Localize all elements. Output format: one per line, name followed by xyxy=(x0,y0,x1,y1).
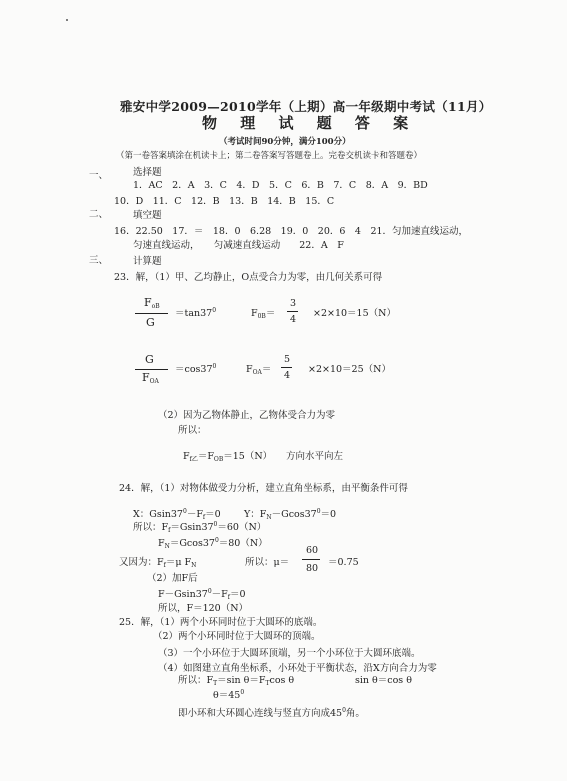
document-title: 雅安中学2009—2010学年（上期）高一年级期中考试（11月） xyxy=(120,99,492,114)
exam-note: （第一卷答案填涂在机读卡上；第二卷答案写答题卷上。完卷交机读卡和答题卷） xyxy=(116,151,423,161)
section2-answers-row2: 匀速直线运动， 匀减速直线运动 22．A F xyxy=(133,240,344,251)
q25-theta-result: $\theta=45^0$ xyxy=(213,689,245,701)
q23-direction: 方向水平向左 xyxy=(286,451,344,462)
section1-title: 选择题 xyxy=(133,167,162,178)
q23-eq1-rhs: $=\tan 37^0$ xyxy=(175,307,217,319)
q23-eq1-frac-numerator: 3 xyxy=(290,298,297,309)
q23-eq2-fraction-bar xyxy=(135,369,168,370)
section3-title: 计算题 xyxy=(133,256,162,267)
q25-line1: 25．解，（1）两个小环同时位于大圆环的底端。 xyxy=(119,617,323,628)
section2-title: 填空题 xyxy=(133,210,162,221)
q25-line5-identity: sin θ＝cos θ xyxy=(355,675,412,686)
q25-line3: （3）一个小环位于大圆环顶端，另一个小环位于大圆环底端。 xyxy=(158,648,421,659)
q23-eq1-fraction-bar xyxy=(135,313,168,314)
q24-friction-relation: 又因为：$F_f=\mu$ $F_N$ xyxy=(119,557,197,569)
q23-eq1-frac-denominator: 4 xyxy=(290,314,297,325)
q25-line4: （4）如图建立直角坐标系，小环处于平衡状态，沿X方向合力为零 xyxy=(158,663,437,674)
q25-conclusion: 即小环和大环圆心连线与竖直方向成$45^0$角。 xyxy=(178,707,365,719)
q23-eq1-numerator: $F_{oB}$ xyxy=(144,296,160,310)
q24-mu-value: ＝0.75 xyxy=(328,557,359,568)
q23-so: 所以： xyxy=(178,425,207,436)
q23-eq1-result-label: $F_{0B}=$ xyxy=(251,308,276,320)
q23-eq2-tail: ×2×10＝25（N） xyxy=(308,364,391,375)
q23-eq2-denominator: $F_{OA}$ xyxy=(142,371,159,385)
q24-mu-label: 所以：μ＝ xyxy=(245,557,290,568)
q25-line2: （2）两个小环同时位于大圆环的顶端。 xyxy=(153,631,321,642)
q23-eq2-frac-denominator: 4 xyxy=(284,370,291,381)
q24-intro: 24．解，（1）对物体做受力分析，建立直角坐标系，由平衡条件可得 xyxy=(119,483,408,494)
section1-answers-row2: 10．D 11．C 12．B 13．B 14．B 15．C xyxy=(114,196,335,207)
exam-info: （考试时间90分钟，满分100分） xyxy=(219,137,351,147)
q23-eq2-frac-numerator: 5 xyxy=(284,354,291,365)
section3-number: 三、 xyxy=(89,255,109,266)
q24-y-equation: Y：$F_N-Gcos37^0=0$ xyxy=(244,508,337,521)
q25-line5-equation: 所以：$F_T=\sin$ $\theta=F_T\cos$ θ xyxy=(178,675,295,687)
document-subtitle: 物 理 试 题 答 案 xyxy=(202,114,418,132)
q24-normal-result: $F_N=Gcos37^0=80(N)$ xyxy=(158,537,268,550)
q24-x-equation: X：$Gsin37^0-F_f=0$ xyxy=(133,508,221,521)
q24-part2-equation: $F-Gsin37^0-F_f=0$ xyxy=(158,588,246,601)
section1-number: 一、 xyxy=(89,170,109,181)
q24-friction-result: 所以：$F_f=Gsin37^0=60(N)$ xyxy=(133,521,267,534)
q23-eq1-denominator: G xyxy=(146,316,155,329)
q24-part2: （2）加F后 xyxy=(147,573,198,584)
q23-intro: 23．解，（1）甲、乙均静止，O点受合力为零，由几何关系可得 xyxy=(114,272,383,283)
scan-speck xyxy=(66,19,68,21)
section2-answers-row1: 16．22.50 17．＝ 18．0 6.28 19．0 20．6 4 21．匀加速直线运动， xyxy=(114,226,469,237)
q23-eq1-tail: ×2×10＝15（N） xyxy=(313,308,396,319)
q23-eq2-result-label: $F_{OA}=$ xyxy=(246,364,272,376)
q24-part2-result: 所以，F＝120（N） xyxy=(158,603,249,614)
q23-eq2-rhs: $=\cos 37^0$ xyxy=(175,363,217,375)
section1-answers-row1: 1．AC 2．A 3．C 4．D 5．C 6．B 7．C 8．A 9．BD xyxy=(133,180,428,191)
section2-number: 二、 xyxy=(89,209,109,220)
q23-part2: （2）因为乙物体静止，乙物体受合力为零 xyxy=(158,410,336,421)
q23-eq1-frac-bar xyxy=(287,311,298,312)
q23-eq2-numerator: G xyxy=(145,353,154,366)
q24-mu-fraction-bar xyxy=(302,559,320,560)
q24-mu-numerator: 60 xyxy=(306,545,319,556)
q23-result: $F_{f乙}=F_{OB}=15(N)$ xyxy=(183,451,273,463)
q23-eq2-frac-bar xyxy=(281,367,292,368)
q24-mu-denominator: 80 xyxy=(306,563,319,574)
